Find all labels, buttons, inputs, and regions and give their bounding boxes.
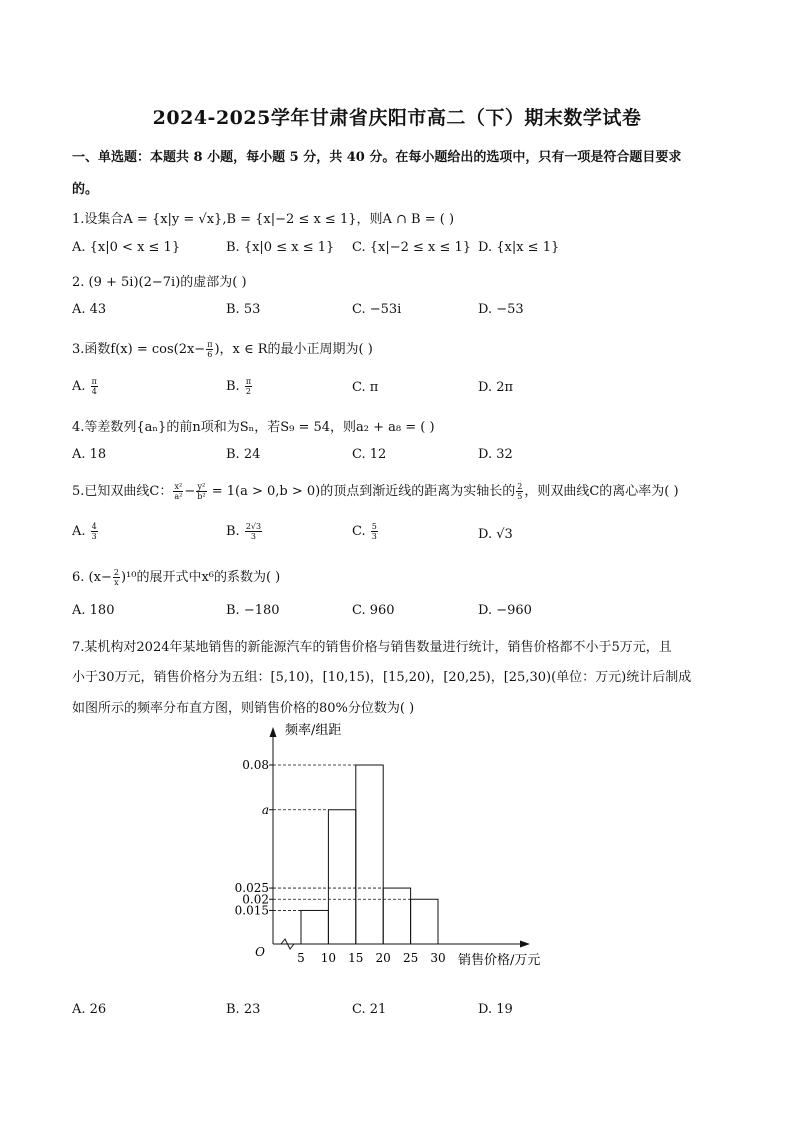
q2-option-b: B. 53 (226, 302, 261, 317)
histogram-bar (301, 910, 328, 944)
q3-stem-pre: 3.函数f(x) = cos(2x− (72, 342, 206, 357)
q4-option-a: A. 18 (72, 447, 107, 462)
y-tick-label: 0.015 (234, 903, 269, 918)
q3-option-b: B. $\frac{\pi}{2}$ (226, 377, 252, 396)
histogram-bar (356, 765, 383, 944)
q7-stem-line2: 小于30万元，销售价格分为五组：[5,10)，[10,15)，[15,20)，[20,25)，[25,30)(单位：万元)统计后制成 (72, 670, 692, 685)
x-tick-label: 20 (375, 951, 391, 965)
section-1-heading-line2: 的。 (72, 182, 99, 197)
q5-option-c: C. $\frac{5}{3}$ (352, 522, 377, 541)
q7-option-c: C. 21 (352, 1002, 387, 1017)
x-tick-label: 15 (348, 951, 364, 965)
q6-option-d: D. −960 (478, 603, 532, 618)
q6-stem: 6. (x− $\frac{2}{x}$ )¹⁰的展开式中x⁶的系数为( ) (72, 568, 281, 587)
q3-fraction: $\frac{\pi}{6}$ (207, 340, 213, 359)
y-tick-label: a (261, 802, 269, 817)
q7-stem-line3: 如图所示的频率分布直方图，则销售价格的80%分位数为( ) (72, 701, 415, 716)
histogram-bar (411, 899, 438, 944)
q4-option-b: B. 24 (226, 447, 261, 462)
y-tick-label: 0.02 (242, 892, 269, 907)
x-tick-label: 25 (402, 951, 419, 965)
x-tick-label: 30 (430, 951, 446, 965)
q3-stem (72, 338, 373, 359)
q4-option-c: C. 12 (352, 447, 387, 462)
q2-option-a: A. 43 (72, 302, 107, 317)
x-tick-label: 5 (297, 951, 305, 965)
q3-option-a: A. $\frac{\pi}{4}$ (72, 377, 97, 396)
y-tick-label: 0.025 (234, 881, 269, 896)
q4-stem: 4.等差数列{aₙ}的前n项和为Sₙ，若S₉ = 54，则a₂ + a₈ = ( ) (72, 420, 435, 435)
q7-stem-line1: 7.某机构对2024年某地销售的新能源汽车的销售价格与销售数量进行统计，销售价格都不小于5万元，且 (72, 640, 672, 655)
origin-label: O (255, 945, 265, 959)
q6-option-a: A. 180 (72, 603, 115, 618)
q4-option-d: D. 32 (478, 447, 513, 462)
y-axis-label: 频率/组距 (285, 723, 342, 738)
q6-option-c: C. 960 (352, 603, 395, 618)
page-title: 2024-2025学年甘肃省庆阳市高二（下）期末数学试卷 (152, 107, 642, 129)
q1-stem: 1.设集合A = {x|y = √x},B = {x|−2 ≤ x ≤ 1}，则A ∩ B = ( ) (72, 212, 455, 227)
q6-option-b: B. −180 (226, 603, 280, 618)
q1-option-d: D. {x|x ≤ 1} (478, 240, 560, 255)
q7-option-b: B. 23 (226, 1002, 261, 1017)
q3-stem-post: )，x ∈ R的最小正周期为( ) (214, 342, 373, 357)
q2-option-d: D. −53 (478, 302, 524, 317)
frequency-histogram (230, 718, 570, 978)
x-axis-arrow (520, 941, 530, 948)
y-tick-label: 0.08 (242, 758, 269, 772)
x-tick-label: 10 (320, 951, 337, 965)
section-1-heading-line1: 一、单选题：本题共 8 小题，每小题 5 分，共 40 分。在每小题给出的选项中，只有一项是符合题目要求 (72, 150, 682, 165)
q1-option-c: C. {x|−2 ≤ x ≤ 1} (352, 240, 472, 255)
q5-stem: 5.已知双曲线C： $\frac{\text{x²}}{\text{a²}}$ − $\frac{\text{y²}}{\text{b²}}$ = 1(a > 0,b > 0)的顶点到渐近线的距离为实轴长的 $\frac{2}{5}$ ，则双曲线C的离心率为( ) (72, 482, 679, 501)
x-axis-label: 销售价格/万元 (458, 953, 541, 968)
q3-option-c: C. π (352, 380, 379, 395)
q7-option-d: D. 19 (478, 1002, 513, 1017)
q1-option-b: B. {x|0 ≤ x ≤ 1} (226, 240, 335, 255)
q3-option-d: D. 2π (478, 380, 514, 395)
y-axis-arrow (270, 727, 277, 737)
q2-stem: 2. (9 + 5i)(2−7i)的虚部为( ) (72, 275, 247, 290)
histogram-bar (328, 810, 355, 944)
histogram-bar (383, 888, 410, 944)
q5-option-b: B. $\frac{2√3}{3}$ (226, 522, 262, 541)
q5-option-a: A. $\frac{4}{3}$ (72, 522, 97, 541)
q7-option-a: A. 26 (72, 1002, 107, 1017)
q5-option-d: D. √3 (478, 527, 513, 542)
q1-option-a: A. {x|0 < x ≤ 1} (72, 240, 181, 255)
q2-option-c: C. −53i (352, 302, 402, 317)
